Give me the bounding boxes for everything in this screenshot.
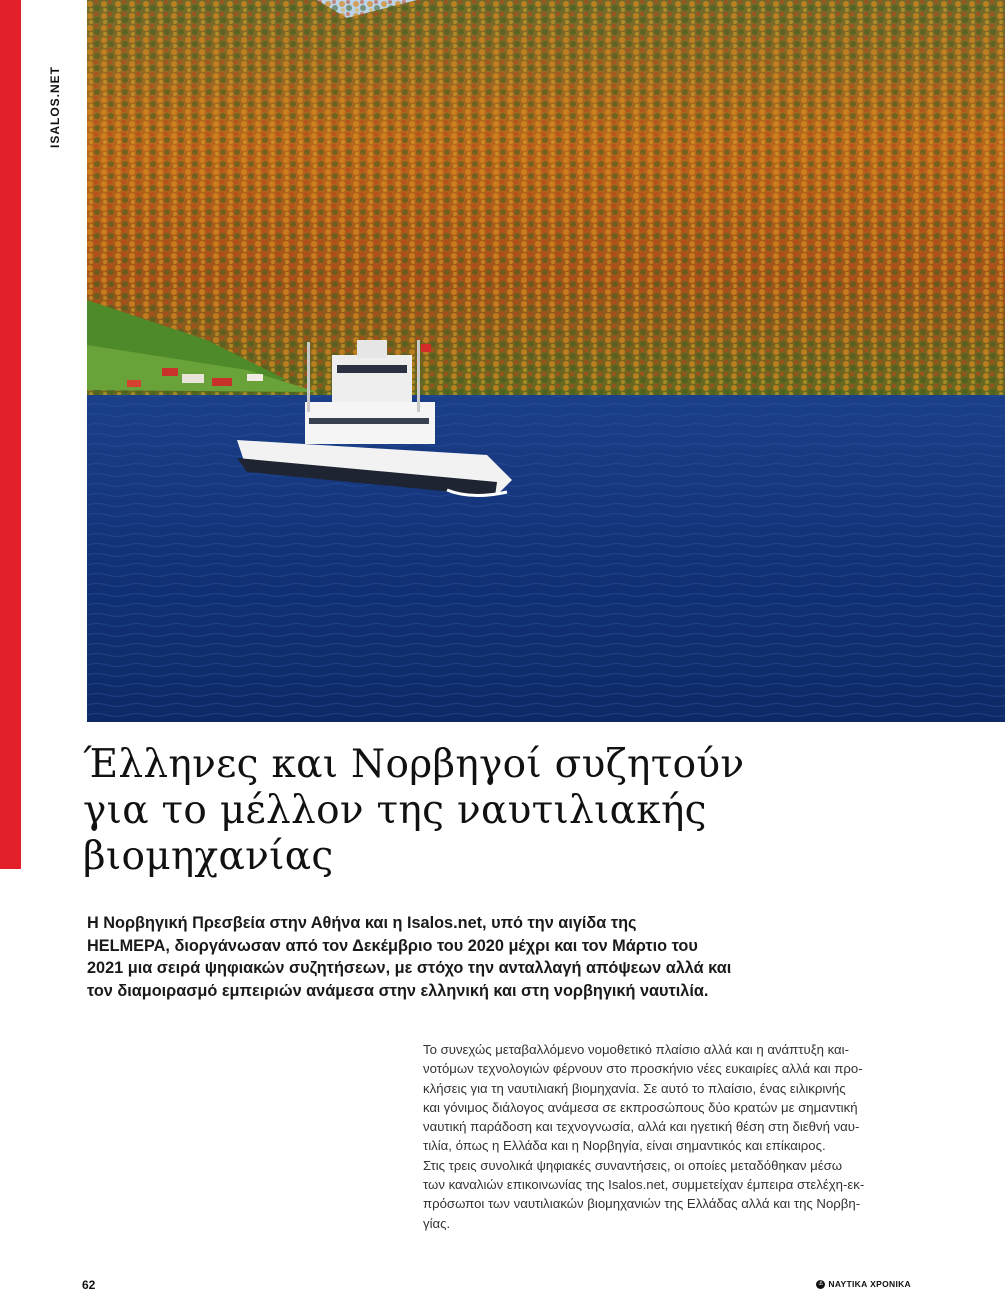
headline-line-2: για το μέλλον της ναυτιλιακής	[83, 788, 707, 833]
lead-paragraph	[87, 912, 787, 1002]
publication-brand	[816, 1279, 911, 1289]
body-line: τιλία, όπως η Ελλάδα και η Νορβηγία, είναι σημαντικός και επίκαιρος.	[423, 1138, 826, 1154]
body-line: ναυτική παράδοση και τεχνογνωσία, αλλά και ηγετική θέση στη διεθνή ναυ-	[423, 1119, 860, 1135]
hero-photo	[87, 0, 1005, 722]
body-column	[423, 1040, 913, 1233]
body-line: κλήσεις για τη ναυτιλιακή βιομηχανία. Σε αυτό το πλαίσιο, ένας ειλικρινής	[423, 1080, 846, 1096]
body-line: νοτόμων τεχνολογιών φέρνουν στο προσκήνιο νέες ευκαιρίες αλλά και προ-	[423, 1061, 863, 1077]
body-line: γίας.	[423, 1215, 451, 1231]
page-number: 62	[82, 1278, 96, 1292]
lead-line: τον διαμοιρασμό εμπειριών ανάμεσα στην ελληνική και στη νορβηγική ναυτιλία.	[87, 981, 709, 1000]
body-line: Το συνεχώς μεταβαλλόμενο νομοθετικό πλαίσιο αλλά και η ανάπτυξη και-	[423, 1042, 849, 1057]
lead-line: HELMEPA, διοργάνωσαν από τον Δεκέμβριο του 2020 μέχρι και τον Μάρτιο του	[87, 936, 698, 955]
headline-line-3: βιομηχανίας	[83, 834, 334, 879]
headline	[83, 742, 883, 880]
accent-bar	[0, 0, 21, 869]
lead-line: 2021 μια σειρά ψηφιακών συζητήσεων, με στόχο την ανταλλαγή απόψεων αλλά και	[87, 959, 732, 977]
body-line: πρόσωποι των ναυτιλιακών βιομηχανιών της Ελλάδας αλλά και της Νορβη-	[423, 1196, 861, 1212]
brand-name: ΝΑΥΤΙΚΑ ΧΡΟΝΙΚΑ	[828, 1279, 911, 1289]
body-line: των καναλιών επικοινωνίας της Isalos.net, συμμετείχαν έμπειρα στελέχη-εκ-	[423, 1177, 865, 1193]
lead-line: Η Νορβηγική Πρεσβεία στην Αθήνα και η Isalos.net, υπό την αιγίδα της	[87, 914, 637, 932]
brand-logo-icon: ⚓	[818, 1280, 824, 1287]
body-line: Στις τρεις συνολικά ψηφιακές συναντήσεις, οι οποίες μεταδόθηκαν μέσω	[423, 1157, 843, 1173]
headline-line-1: Έλληνες και Νορβηγοί συζητούν	[83, 742, 745, 787]
body-line: και γόνιμος διάλογος ανάμεσα σε εκπροσώπους δύο κρατών με σημαντική	[423, 1099, 858, 1115]
section-label: ISALOS.NET	[48, 65, 62, 148]
ferry-fjord-illustration	[87, 0, 1005, 722]
